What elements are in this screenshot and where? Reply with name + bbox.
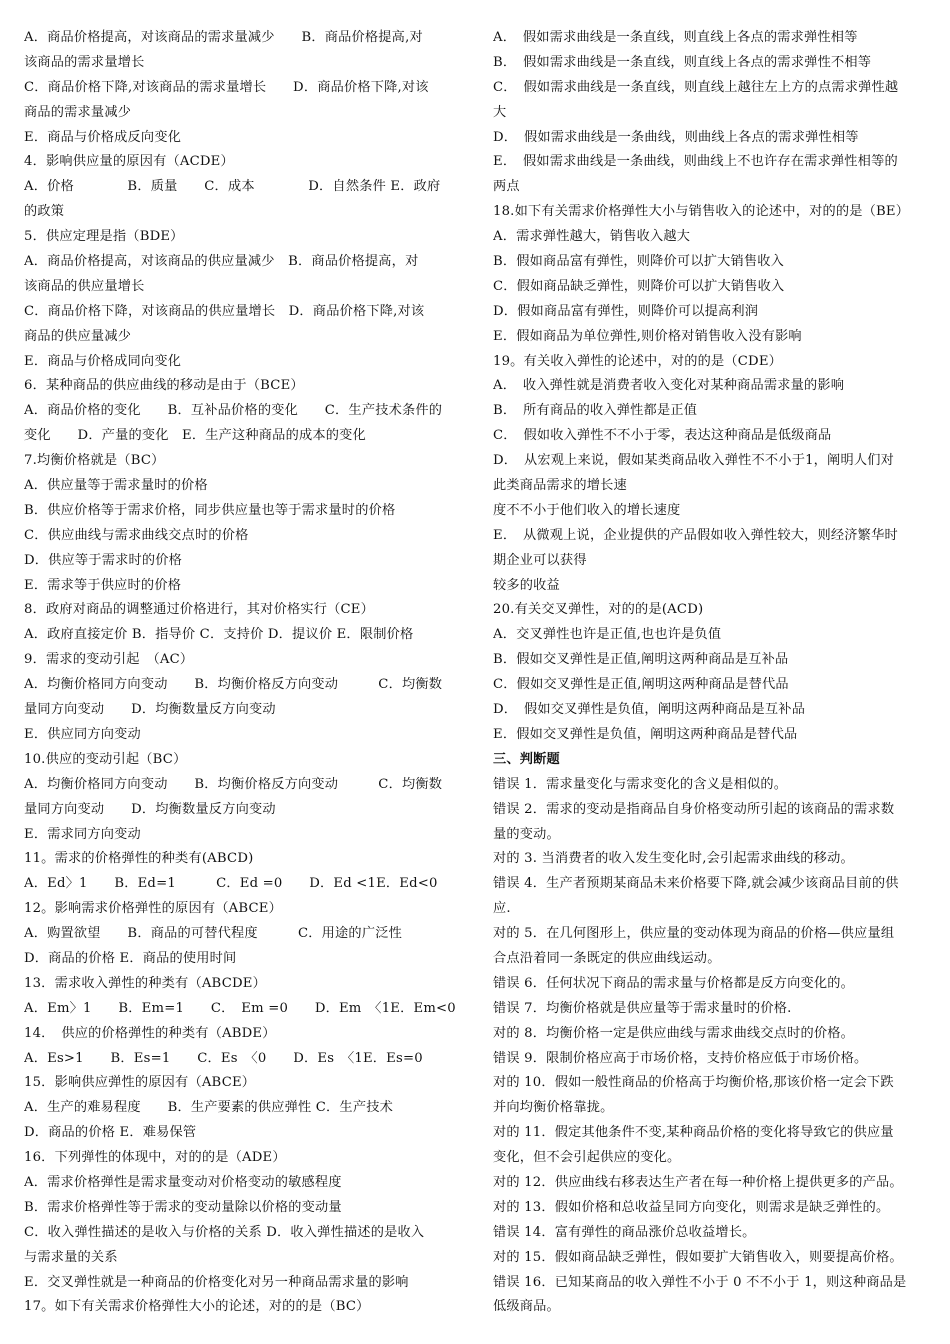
text-line: 对的 11．假定其他条件不变,某种商品价格的变化将导致它的供应量 bbox=[493, 1125, 894, 1141]
text-line: A．需求弹性越大，销售收入越大 bbox=[493, 229, 691, 245]
text-line: 度不不小于他们收入的增长速度 bbox=[493, 502, 681, 518]
text-line: 错误 6．任何状况下商品的需求量与价格都是反方向变化的。 bbox=[493, 975, 855, 991]
text-line: 该商品的需求量增长 bbox=[24, 54, 145, 70]
text-line: 11。需求的价格弹性的种类有(ABCD) bbox=[24, 851, 254, 867]
text-line: A．商品价格的变化 B．互补品价格的变化 C．生产技术条件的 bbox=[24, 403, 443, 419]
section-heading: 三、判断题 bbox=[493, 751, 560, 767]
text-line: 期企业可以获得 bbox=[493, 552, 587, 568]
text-line: A．交叉弹性也许是正值,也也许是负值 bbox=[493, 627, 722, 643]
text-line: 18.如下有关需求价格弹性大小与销售收入的论述中，对的的是（BE） bbox=[493, 204, 910, 220]
text-line: 此类商品需求的增长速 bbox=[493, 478, 627, 494]
text-line: 合点沿着同一条既定的供应曲线运动。 bbox=[493, 950, 721, 966]
text-line: 错误 14．富有弹性的商品涨价总收益增长。 bbox=[493, 1224, 756, 1240]
text-line: 13．需求收入弹性的种类有（ABCDE） bbox=[24, 975, 266, 991]
text-line: 大 bbox=[493, 104, 507, 120]
text-line: 9．需求的变动引起 （AC） bbox=[24, 652, 194, 668]
text-line: 量的变动。 bbox=[493, 826, 560, 842]
text-line: B．假如商品富有弹性，则降价可以扩大销售收入 bbox=[493, 254, 785, 270]
text-line: B．需求价格弹性等于需求的变动量除以价格的变动量 bbox=[24, 1199, 342, 1215]
text-line: C．假如商品缺乏弹性，则降价可以扩大销售收入 bbox=[493, 278, 785, 294]
text-line: 16．下列弹性的体现中，对的的是（ADE） bbox=[24, 1150, 286, 1166]
text-line: A．生产的难易程度 B．生产要素的供应弹性 C．生产技术 bbox=[24, 1100, 393, 1116]
text-line: C．商品价格下降，对该商品的供应量增长 D．商品价格下降,对该 bbox=[24, 303, 425, 319]
text-line: 并向均衡价格靠拢。 bbox=[493, 1100, 614, 1116]
text-line: C．收入弹性描述的是收入与价格的关系 D．收入弹性描述的是收入 bbox=[24, 1224, 425, 1240]
text-line: 量同方向变动 D．均衡数量反方向变动 bbox=[24, 801, 276, 817]
text-line: A．价格 B．质量 C．成本 D．自然条件 E．政府 bbox=[24, 179, 441, 195]
text-line: 14． 供应的价格弹性的种类有（ABDE） bbox=[24, 1025, 276, 1041]
text-line: 8．政府对商品的调整通过价格进行，其对价格实行（CE） bbox=[24, 602, 375, 618]
text-line: 应. bbox=[493, 901, 511, 917]
text-line: E．供应同方向变动 bbox=[24, 726, 141, 742]
text-line: 4．影响供应量的原因有（ACDE） bbox=[24, 154, 234, 170]
text-line: E．假如交叉弹性是负值，阐明这两种商品是替代品 bbox=[493, 726, 798, 742]
text-line: B． 假如需求曲线是一条直线，则直线上各点的需求弹性不相等 bbox=[493, 54, 872, 70]
text-line: 错误 1．需求量变化与需求变化的含义是相似的。 bbox=[493, 776, 788, 792]
right-column bbox=[493, 26, 929, 1320]
text-line: 对的 13．假如价格和总收益呈同方向变化，则需求是缺乏弹性的。 bbox=[493, 1199, 890, 1215]
text-line: 变化，但不会引起供应的变化。 bbox=[493, 1150, 681, 1166]
text-line: A． 收入弹性就是消费者收入变化对某种商品需求量的影响 bbox=[493, 378, 845, 394]
text-line: C．供应曲线与需求曲线交点时的价格 bbox=[24, 527, 249, 543]
text-line: E． 假如需求曲线是一条曲线，则曲线上不也许存在需求弹性相等的 bbox=[493, 154, 898, 170]
text-line: D．商品的价格 E．难易保管 bbox=[24, 1125, 197, 1141]
text-line: A．Em〉1 B．Em=1 C． Em =0 D．Em 〈1E．Em<0 bbox=[24, 1000, 456, 1016]
text-line: E．交叉弹性就是一种商品的价格变化对另一种商品需求量的影响 bbox=[24, 1274, 409, 1290]
text-line: A．商品价格提高，对该商品的供应量减少 B．商品价格提高，对 bbox=[24, 254, 419, 270]
text-line: A． 假如需求曲线是一条直线，则直线上各点的需求弹性相等 bbox=[493, 30, 858, 45]
text-line: E．商品与价格成反向变化 bbox=[24, 129, 182, 145]
text-line: 错误 9．限制价格应高于市场价格，支持价格应低于市场价格。 bbox=[493, 1050, 868, 1066]
text-line: C．商品价格下降,对该商品的需求量增长 D．商品价格下降,对该 bbox=[24, 79, 429, 95]
text-line: 错误 2．需求的变动是指商品自身价格变动所引起的该商品的需求数 bbox=[493, 801, 895, 817]
text-line: 较多的收益 bbox=[493, 577, 560, 593]
text-line: 对的 10．假如一般性商品的价格高于均衡价格,那该价格一定会下跌 bbox=[493, 1075, 894, 1091]
text-line: B． 所有商品的收入弹性都是正值 bbox=[493, 403, 698, 419]
text-line: 错误 4．生产者预期某商品未来价格要下降,就会减少该商品目前的供 bbox=[493, 876, 899, 892]
text-line: E．商品与价格成同向变化 bbox=[24, 353, 182, 369]
text-line: C．假如交叉弹性是正值,阐明这两种商品是替代品 bbox=[493, 677, 789, 693]
text-line: C． 假如收入弹性不不小于零，表达这种商品是低级商品 bbox=[493, 428, 832, 444]
text-line: 与需求量的关系 bbox=[24, 1249, 118, 1265]
text-line: E．假如商品为单位弹性,则价格对销售收入没有影响 bbox=[493, 328, 802, 344]
text-line: A．Ed〉1 B．Ed=1 C．Ed =0 D．Ed <1E．Ed<0 bbox=[24, 876, 438, 892]
text-line: 量同方向变动 D．均衡数量反方向变动 bbox=[24, 702, 276, 718]
text-line: 17。如下有关需求价格弹性大小的论述，对的的是（BC） bbox=[24, 1299, 370, 1315]
text-line: D．供应等于需求时的价格 bbox=[24, 552, 183, 568]
text-line: 错误 7．均衡价格就是供应量等于需求量时的价格. bbox=[493, 1000, 792, 1016]
text-line: A．商品价格提高，对该商品的需求量减少 B．商品价格提高,对 bbox=[24, 30, 423, 45]
text-line: 对的 3. 当消费者的收入发生变化时,会引起需求曲线的移动。 bbox=[493, 851, 854, 867]
text-line: 低级商品。 bbox=[493, 1299, 560, 1315]
text-line: D．商品的价格 E．商品的使用时间 bbox=[24, 950, 237, 966]
text-line: A．购置欲望 B．商品的可替代程度 C．用途的广泛性 bbox=[24, 926, 402, 942]
text-line: D． 从宏观上来说，假如某类商品收入弹性不不小于1，阐明人们对 bbox=[493, 453, 894, 469]
text-line: 10.供应的变动引起（BC） bbox=[24, 751, 187, 767]
text-line: 对的 8．均衡价格一定是供应曲线与需求曲线交点时的价格。 bbox=[493, 1025, 855, 1041]
text-line: E． 从微观上说，企业提供的产品假如收入弹性较大，则经济繁华时 bbox=[493, 527, 898, 543]
text-line: 该商品的供应量增长 bbox=[24, 278, 145, 294]
text-line: A．均衡价格同方向变动 B．均衡价格反方向变动 C．均衡数 bbox=[24, 677, 443, 693]
left-column bbox=[24, 26, 464, 1320]
text-line: 商品的需求量减少 bbox=[24, 104, 132, 120]
text-line: A．政府直接定价 B．指导价 C．支持价 D．提议价 E．限制价格 bbox=[24, 627, 414, 643]
text-line: 两点 bbox=[493, 179, 520, 195]
text-line: 错误 16．已知某商品的收入弹性不小于 0 不不小于 1，则这种商品是 bbox=[493, 1274, 907, 1290]
text-line: A．Es>1 B．Es=1 C．Es 〈0 D．Es 〈1E．Es=0 bbox=[24, 1050, 423, 1066]
text-line: D． 假如交叉弹性是负值，阐明这两种商品是互补品 bbox=[493, 702, 806, 718]
text-line: 5．供应定理是指（BDE） bbox=[24, 229, 184, 245]
text-line: 对的 15．假如商品缺乏弹性，假如要扩大销售收入，则要提高价格。 bbox=[493, 1249, 903, 1265]
text-line: B．供应价格等于需求价格，同步供应量也等于需求量时的价格 bbox=[24, 502, 396, 518]
text-line: 19。有关收入弹性的论述中，对的的是（CDE） bbox=[493, 353, 783, 369]
text-line: D．假如商品富有弹性，则降价可以提高利润 bbox=[493, 303, 759, 319]
text-line: 20.有关交叉弹性，对的的是(ACD) bbox=[493, 602, 704, 618]
text-line: A．供应量等于需求量时的价格 bbox=[24, 478, 208, 494]
text-line: 对的 5．在几何图形上，供应量的变动体现为商品的价格—供应量组 bbox=[493, 926, 895, 942]
text-line: E．需求等于供应时的价格 bbox=[24, 577, 182, 593]
text-line: 对的 12．供应曲线右移表达生产者在每一种价格上提供更多的产品。 bbox=[493, 1174, 903, 1190]
text-line: A．均衡价格同方向变动 B．均衡价格反方向变动 C．均衡数 bbox=[24, 776, 443, 792]
text-line: A．需求价格弹性是需求量变动对价格变动的敏感程度 bbox=[24, 1174, 342, 1190]
text-line: 商品的供应量减少 bbox=[24, 328, 132, 344]
text-line: E．需求同方向变动 bbox=[24, 826, 141, 842]
text-line: 7.均衡价格就是（BC） bbox=[24, 453, 165, 469]
text-line: 15．影响供应弹性的原因有（ABCE） bbox=[24, 1075, 256, 1091]
text-line: B．假如交叉弹性是正值,阐明这两种商品是互补品 bbox=[493, 652, 789, 668]
text-line: 的政策 bbox=[24, 204, 65, 220]
text-line: C． 假如需求曲线是一条直线，则直线上越往左上方的点需求弹性越 bbox=[493, 79, 899, 95]
text-line: 6．某种商品的供应曲线的移动是由于（BCE） bbox=[24, 378, 304, 394]
text-line: 12。影响需求价格弹性的原因有（ABCE） bbox=[24, 901, 282, 917]
text-line: D． 假如需求曲线是一条曲线，则曲线上各点的需求弹性相等 bbox=[493, 129, 859, 145]
text-line: 变化 D．产量的变化 E．生产这种商品的成本的变化 bbox=[24, 428, 366, 444]
